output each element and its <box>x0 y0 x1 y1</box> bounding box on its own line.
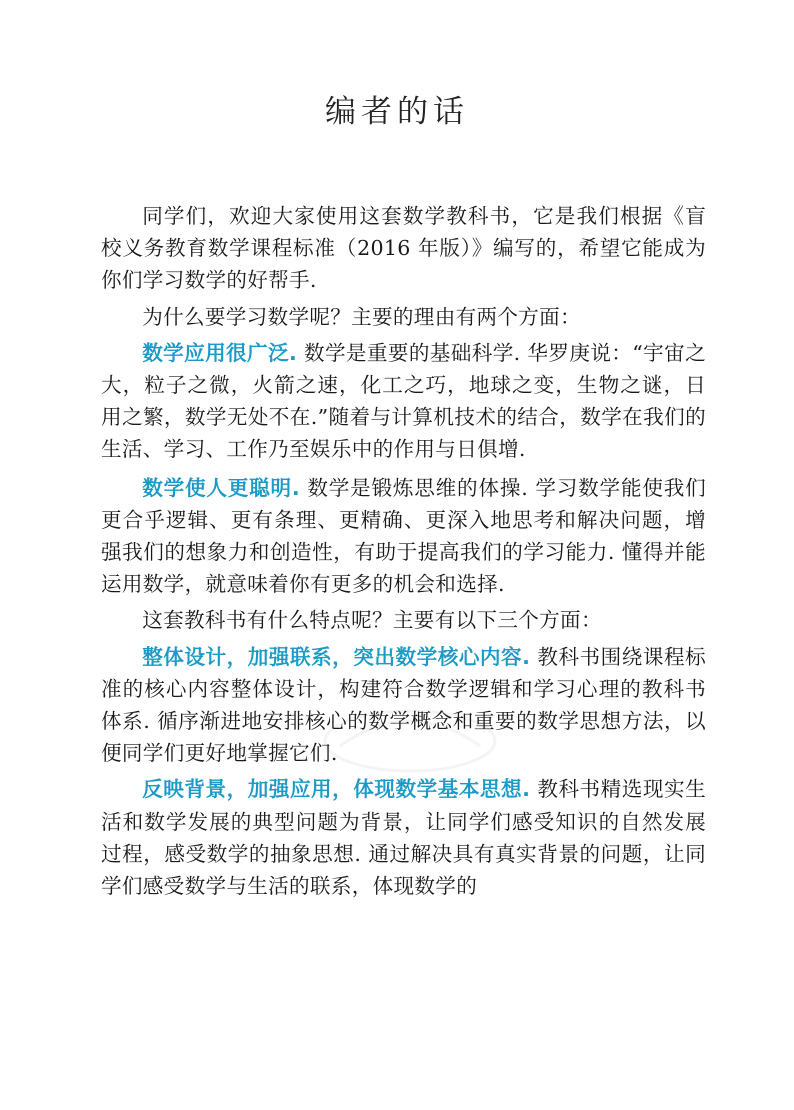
paragraph-wide-application-text: 数学是重要的基础科学. 华罗庚说：“宇宙之大，粒子之微，火箭之速，化工之巧，地球之变，生物之谜，日用之繁，数学无处不在.”随着与计算机技术的结合，数学在我们的生活、学习、工作乃至娱乐中的作用与日俱增. <box>101 340 706 462</box>
paragraph-smarter-heading: 数学使人更聪明. <box>142 475 301 500</box>
paragraph-intro-text: 同学们，欢迎大家使用这套数学教科书，它是我们根据《盲校义务教育数学课程标准（2016 年版）》编写的，希望它能成为你们学习数学的好帮手. <box>101 204 706 293</box>
paragraph-features-question-text: 这套教科书有什么特点呢？主要有以下三个方面： <box>142 608 602 633</box>
paragraph-background <box>101 773 706 902</box>
paragraph-why-question-text: 为什么要学习数学呢？主要的理由有两个方面： <box>142 304 581 329</box>
paragraph-overall-design-text: 教科书围绕课程标准的核心内容整体设计，构建符合数学逻辑和学习心理的教科书体系. 循序渐进地安排核心的数学概念和重要的数学思想方法，以便同学们更好地掌握它们. <box>101 644 706 766</box>
paragraph-background-text: 教科书精选现实生活和数学发展的典型问题为背景，让同学们感受知识的自然发展过程，感受数学的抽象思想. 通过解决具有真实背景的问题，让同学们感受数学与生活的联系，体现数学的 <box>101 777 706 899</box>
preface-body <box>101 200 706 902</box>
paragraph-overall-design-heading: 整体设计，加强联系，突出数学核心内容. <box>142 644 531 669</box>
paragraph-smarter-text: 数学是锻炼思维的体操. 学习数学能使我们更合乎逻辑、更有条理、更精确、更深入地思考和解决问题，增强我们的想象力和创造性，有助于提高我们的学习能力. 懂得并能运用数学，就意味着你有更多的机会和选择. <box>101 475 706 597</box>
paragraph-why-question <box>101 301 706 333</box>
paragraph-overall-design <box>101 641 706 770</box>
paragraph-features-question <box>101 604 706 636</box>
paragraph-background-heading: 反映背景，加强应用，体现数学基本思想. <box>142 777 531 802</box>
paragraph-intro <box>101 200 706 297</box>
paragraph-wide-application-heading: 数学应用很广泛. <box>142 340 298 365</box>
page-title: 编者的话 <box>325 94 469 130</box>
paragraph-smarter <box>101 472 706 601</box>
paragraph-wide-application <box>101 337 706 466</box>
